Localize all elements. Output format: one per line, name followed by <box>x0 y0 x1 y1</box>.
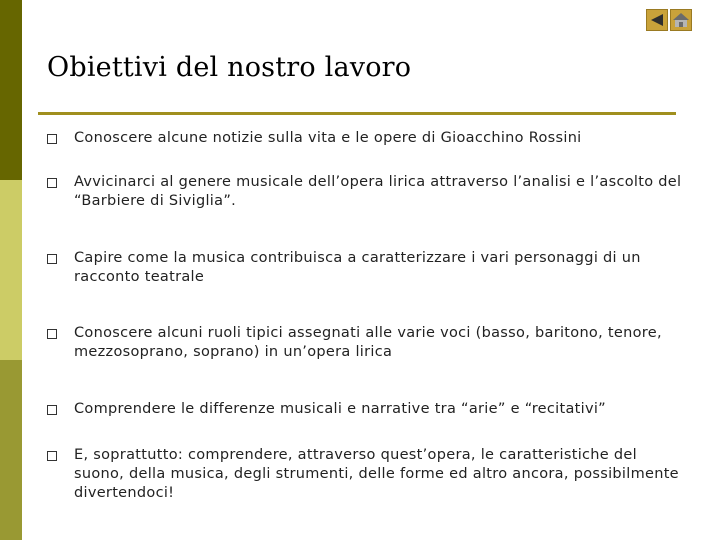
triangle-left-icon <box>649 13 665 27</box>
list-item <box>47 249 687 287</box>
home-icon <box>672 12 690 28</box>
list-item-text: Conoscere alcuni ruoli tipici assegnati alle varie voci (basso, baritono, tenore, mezzosoprano, soprano) in un’opera lirica <box>74 325 662 360</box>
list-item <box>47 324 687 362</box>
slide-navigation <box>646 9 692 31</box>
list-item-text: Conoscere alcune notizie sulla vita e le opere di Gioacchino Rossini <box>74 130 582 146</box>
title-underline <box>38 112 676 115</box>
list-item-text: Comprendere le differenze musicali e narrative tra “arie” e “recitativi” <box>74 401 606 417</box>
square-bullet-icon <box>47 134 57 144</box>
list-item <box>47 173 687 211</box>
square-bullet-icon <box>47 451 57 461</box>
back-button[interactable] <box>646 9 668 31</box>
square-bullet-icon <box>47 405 57 415</box>
list-item <box>47 446 687 503</box>
home-button[interactable] <box>670 9 692 31</box>
square-bullet-icon <box>47 254 57 264</box>
list-item-text: Avvicinarci al genere musicale dell’opera lirica attraverso l’analisi e l’ascolto del “Barbiere di Siviglia”. <box>74 174 682 209</box>
sidebar-segment-top <box>0 0 22 180</box>
square-bullet-icon <box>47 178 57 188</box>
list-item-text: E, soprattutto: comprendere, attraverso quest’opera, le caratteristiche del suono, della musica, degli strumenti, delle forme ed altro ancora, possibilmente divertendoci! <box>74 447 679 501</box>
sidebar-segment-bottom <box>0 360 22 540</box>
sidebar-segment-middle <box>0 180 22 360</box>
slide-title: Obiettivi del nostro lavoro <box>47 52 412 83</box>
list-item-text: Capire come la musica contribuisca a caratterizzare i vari personaggi di un racconto teatrale <box>74 250 641 285</box>
list-item <box>47 400 687 419</box>
sidebar-decoration <box>0 0 22 540</box>
list-item <box>47 129 687 148</box>
square-bullet-icon <box>47 329 57 339</box>
